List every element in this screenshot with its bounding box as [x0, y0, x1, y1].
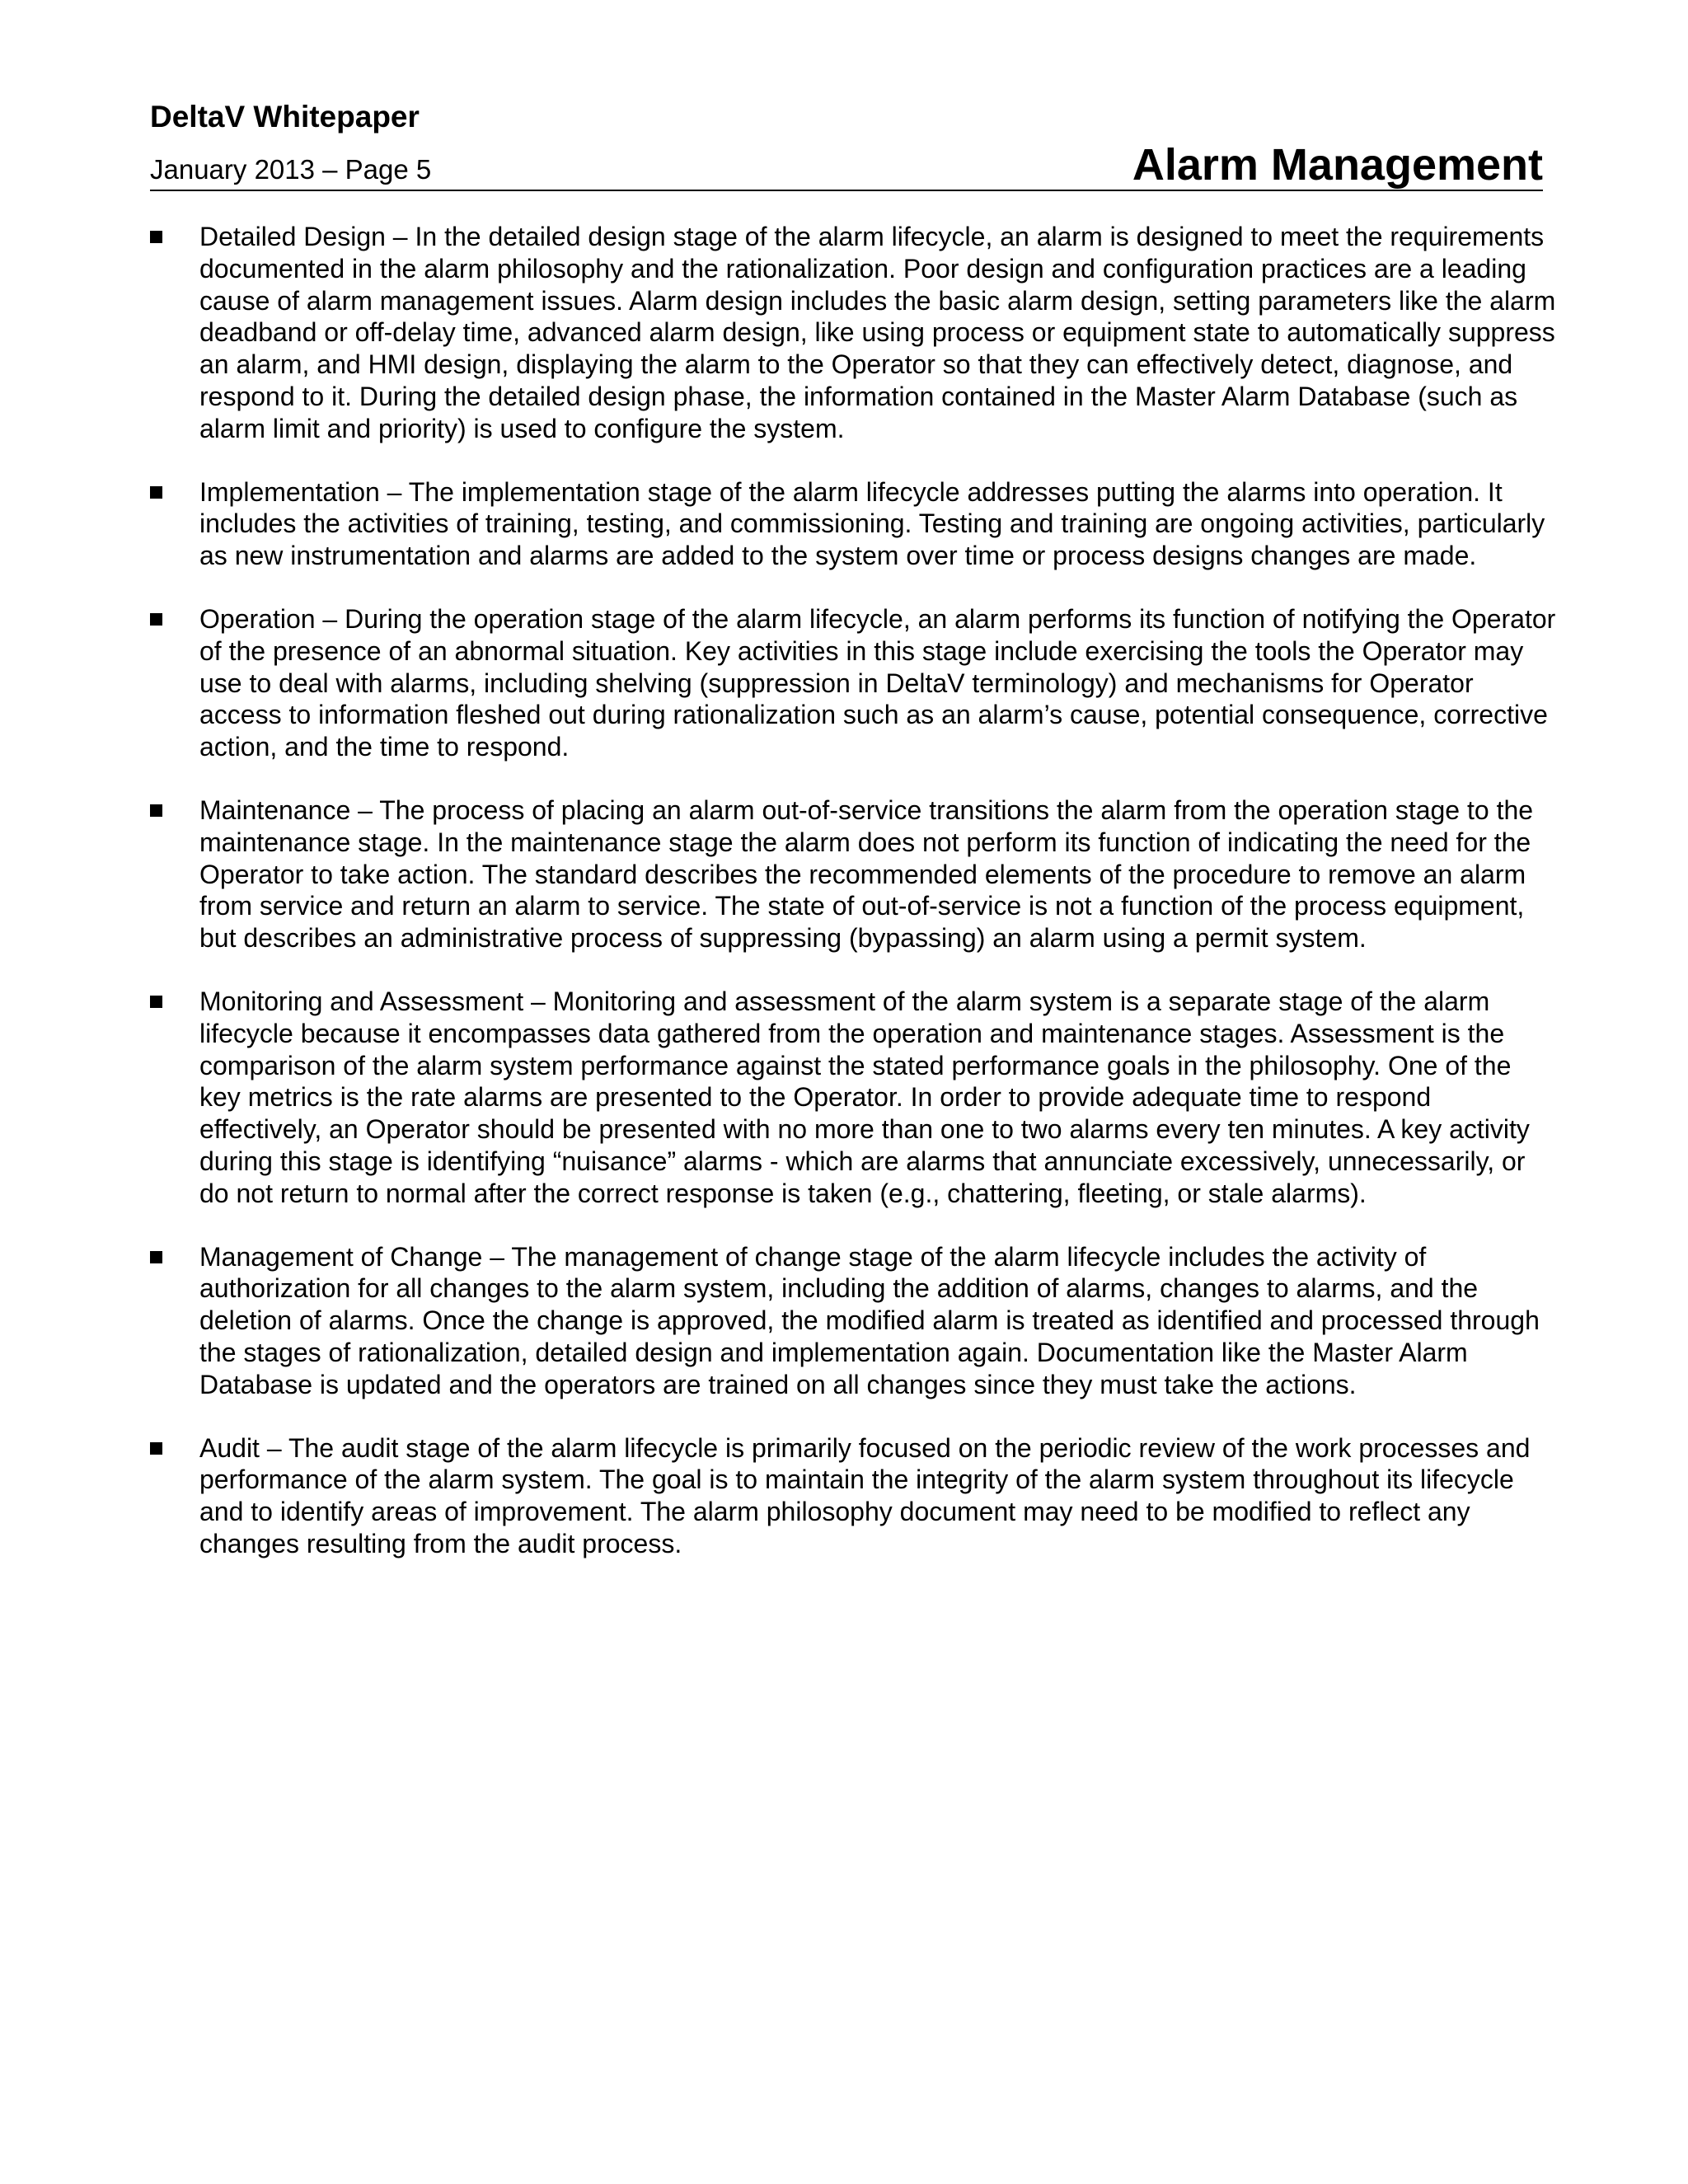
- document-title: DeltaV Whitepaper: [150, 100, 420, 134]
- bullet-list: [150, 221, 1556, 1591]
- bullet-text: Monitoring and Assessment – Monitoring and assessment of the alarm system is a separate stage of the alarm lifecycle because it encompasses data gathered from the operation and maintenance stages. Assessment is the comparison of the alarm system performance against the stated performance goals in the philosophy. One of the key metrics is the rate alarms are presented to the Operator. In order to provide adequate time to respond effectively, an Operator should be presented with no more than one to two alarms every ten minutes. A key activity during this stage is identifying “nuisance” alarms - which are alarms that annunciate excessively, unnecessarily, or do not return to normal after the correct response is taken (e.g., chattering, fleeting, or stale alarms).: [199, 986, 1530, 1208]
- bullet-text: Audit – The audit stage of the alarm lifecycle is primarily focused on the periodic review of the work processes and performance of the alarm system. The goal is to maintain the integrity of the alarm system throughout its lifecycle and to identify areas of improvement. The alarm philosophy document may need to be modified to reflect any changes resulting from the audit process.: [199, 1432, 1531, 1558]
- bullet-item-operation: [150, 603, 1556, 763]
- page-header: [150, 97, 1543, 193]
- square-bullet-icon: [150, 1251, 162, 1263]
- bullet-item-implementation: [150, 476, 1551, 572]
- bullet-item-detailed-design: [150, 221, 1556, 445]
- bullet-item-monitoring-assessment: [150, 986, 1551, 1210]
- bullet-text: Operation – During the operation stage of the alarm lifecycle, an alarm performs its function of notifying the Operator of the presence of an abnormal situation. Key activities in this stage include exercising the tools the Operator may use to deal with alarms, including shelving (suppression in DeltaV terminology) and mechanisms for Operator access to information fleshed out during rationalization such as an alarm’s cause, potential consequence, corrective action, and the time to respond.: [199, 603, 1556, 762]
- date-page-label: January 2013 – Page 5: [150, 154, 432, 185]
- bullet-text: Detailed Design – In the detailed design stage of the alarm lifecycle, an alarm is designed to meet the requirements documented in the alarm philosophy and the rationalization. Poor design and configuration practices are a leading cause of alarm management issues. Alarm design includes the basic alarm design, setting parameters like the alarm deadband or off-delay time, advanced alarm design, like using process or equipment state to automatically suppress an alarm, and HMI design, displaying the alarm to the Operator so that they can effectively detect, diagnose, and respond to it. During the detailed design phase, the information contained in the Master Alarm Database (such as alarm limit and priority) is used to configure the system.: [199, 222, 1556, 443]
- square-bullet-icon: [150, 613, 162, 626]
- bullet-text: Implementation – The implementation stage of the alarm lifecycle addresses putting the alarms into operation. It includes the activities of training, testing, and commissioning. Testing and training are ongoing activities, particularly as new instrumentation and alarms are added to the system over time or process designs changes are made.: [199, 476, 1545, 571]
- bullet-item-maintenance: [150, 794, 1551, 954]
- square-bullet-icon: [150, 804, 162, 817]
- bullet-text: Maintenance – The process of placing an alarm out-of-service transitions the alarm from the operation stage to the maintenance stage. In the maintenance stage the alarm does not perform its function of indicating the need for the Operator to take action. The standard describes the recommended elements of the procedure to remove an alarm from service and return an alarm to service. The state of out-of-service is not a function of the process equipment, but describes an administrative process of suppressing (bypassing) an alarm using a permit system.: [199, 794, 1534, 954]
- square-bullet-icon: [150, 1442, 162, 1455]
- bullet-text: Management of Change – The management of change stage of the alarm lifecycle includes the activity of authorization for all changes to the alarm system, including the addition of alarms, changes to alarms, and the deletion of alarms. Once the change is approved, the modified alarm is treated as identified and processed through the stages of rationalization, detailed design and implementation again. Documentation like the Master Alarm Database is updated and the operators are trained on all changes since they must take the actions.: [199, 1241, 1540, 1399]
- square-bullet-icon: [150, 231, 162, 243]
- header-divider: [150, 190, 1543, 191]
- bullet-item-audit: [150, 1432, 1551, 1560]
- document-subject: Alarm Management: [1132, 140, 1543, 190]
- square-bullet-icon: [150, 996, 162, 1008]
- bullet-item-management-of-change: [150, 1241, 1551, 1401]
- square-bullet-icon: [150, 486, 162, 499]
